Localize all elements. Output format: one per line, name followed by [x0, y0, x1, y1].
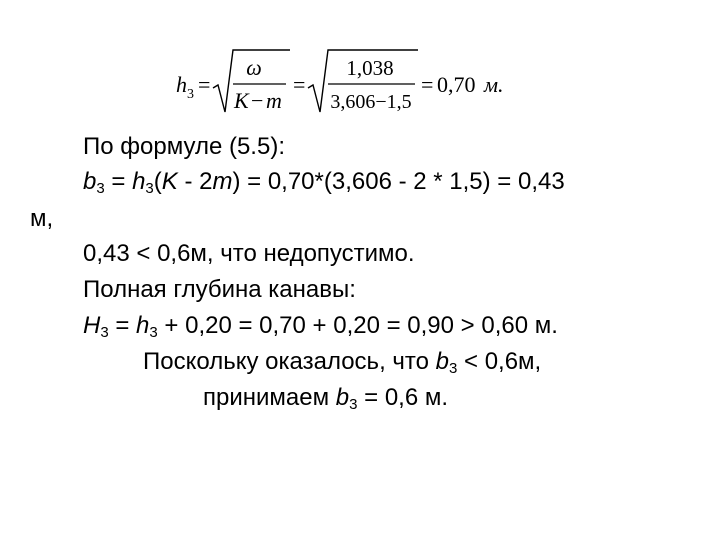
var-b-sub: 3 — [449, 360, 458, 377]
var-b: b — [335, 384, 350, 411]
var-b-sub: 3 — [349, 396, 358, 413]
var-m: m — [212, 168, 233, 195]
var-h: h — [132, 168, 146, 195]
eq-sign: = — [104, 168, 133, 195]
var-b: b — [435, 348, 449, 375]
formula-graphic — [0, 40, 720, 120]
var-h-sub: 3 — [145, 180, 154, 197]
frac1-den-k: K — [234, 88, 249, 113]
inadmissible-text: 0,43 < 0,6м, что недопустимо. — [83, 240, 415, 267]
line-formula-ref-text: По формуле (5.5): — [83, 133, 285, 160]
var-big-h: H — [83, 312, 101, 339]
frac1-numerator: ω — [246, 55, 262, 80]
formula-lhs-var: h — [176, 72, 187, 97]
line-unit-m — [30, 205, 53, 233]
formula-eq1: = — [198, 72, 211, 97]
minus-two: - 2 — [177, 168, 213, 195]
line-inadmissible — [83, 240, 415, 268]
var-h: h — [136, 312, 150, 339]
line-formula-ref — [83, 133, 285, 161]
formula-eq2: = — [293, 72, 306, 97]
formula-result: 0,70 — [437, 72, 476, 97]
frac2-numerator: 1,038 — [346, 56, 394, 80]
var-k: K — [161, 168, 178, 195]
since-rest: < 0,6м, — [457, 348, 542, 375]
line-full-depth-heading — [83, 276, 356, 304]
line-since — [143, 348, 541, 376]
line-b3-calc — [83, 168, 565, 196]
frac2-denominator: 3,606−1,5 — [330, 91, 412, 113]
accept-prefix: принимаем — [203, 384, 336, 411]
since-prefix: Поскольку оказалось, что — [143, 348, 436, 375]
b3-calc-rest: ) = 0,70*(3,606 - 2 * 1,5) = 0,43 — [232, 168, 565, 195]
var-b-sub: 3 — [96, 180, 105, 197]
line-accept — [203, 384, 448, 412]
formula-lhs-sub: 3 — [187, 87, 194, 102]
accept-rest: = 0,6 м. — [357, 384, 449, 411]
frac1-den-op: − — [251, 88, 264, 113]
frac1-den-m: m — [266, 88, 282, 113]
open-paren: ( — [153, 168, 162, 195]
formula-unit: м. — [484, 72, 504, 97]
full-depth-heading-text: Полная глубина канавы: — [83, 276, 356, 303]
formula — [0, 40, 720, 120]
formula-eq3: = — [421, 72, 434, 97]
var-h-sub: 3 — [149, 324, 158, 341]
line-h3-calc — [83, 312, 558, 340]
var-big-h-sub: 3 — [100, 324, 109, 341]
unit-m-text: м, — [30, 205, 54, 232]
eq-sign: = — [108, 312, 137, 339]
h3-calc-rest: + 0,20 = 0,70 + 0,20 = 0,90 > 0,60 м. — [157, 312, 558, 339]
var-b: b — [83, 168, 97, 195]
